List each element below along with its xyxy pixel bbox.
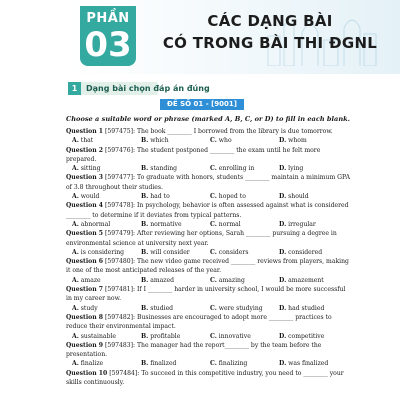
answer-option-text: finalize	[78, 360, 104, 368]
answer-option-text: lying	[286, 165, 304, 173]
question-text: [597478]: In psychology, behavior is often assessed against what is considered ________ to determine if it deviates from typical patterns.	[66, 202, 349, 219]
answer-option-letter: C.	[210, 220, 217, 228]
answer-options	[66, 220, 350, 229]
answer-options	[66, 359, 350, 368]
question-item	[66, 313, 350, 332]
question-item	[66, 369, 350, 388]
answer-option[interactable]	[210, 332, 279, 341]
question-label: Question 5	[66, 230, 104, 238]
answer-option-letter: C.	[210, 165, 217, 173]
question-item	[66, 146, 350, 165]
answer-option[interactable]	[210, 164, 279, 173]
question-text: [597475]: The book ________ I borrowed from the library is due tomorrow.	[103, 128, 333, 135]
question-label: Question 2	[66, 146, 104, 154]
answer-option[interactable]	[72, 332, 141, 341]
answer-option-text: had studied	[286, 304, 325, 312]
answer-option-letter: C.	[210, 360, 217, 368]
answer-option-text: study	[78, 304, 98, 312]
answer-option[interactable]	[141, 164, 210, 173]
answer-option[interactable]	[141, 332, 210, 341]
answer-option-letter: B.	[141, 193, 149, 201]
answer-option-letter: C.	[210, 332, 217, 340]
answer-option-text: would	[78, 193, 100, 201]
answer-option-letter: A.	[72, 360, 79, 368]
answer-option-text: which	[148, 137, 169, 145]
answer-option[interactable]	[210, 136, 279, 145]
answer-options	[66, 136, 350, 145]
question-text: [597484]: To succeed in this competitive industry, you need to ________ your skills continuously.	[66, 369, 344, 387]
answer-option-text: whom	[286, 137, 307, 145]
part-badge	[80, 6, 136, 66]
question-label: Question 8	[66, 313, 104, 321]
answer-option-text: normative	[148, 220, 182, 228]
answer-option-letter: A.	[72, 165, 79, 173]
answer-option-text: normal	[216, 220, 241, 228]
answer-option-letter: A.	[72, 137, 79, 145]
answer-option[interactable]	[72, 304, 141, 313]
answer-option[interactable]	[279, 304, 348, 313]
question-text: [597479]: After reviewing her options, Sarah ________ pursuing a degree in environmental science at university next year.	[66, 230, 337, 247]
answer-option-text: irregular	[286, 220, 316, 228]
part-badge-word: PHẦN	[86, 11, 130, 26]
answer-option-letter: D.	[279, 193, 287, 201]
answer-option-letter: C.	[210, 137, 217, 145]
exam-instruction: Choose a suitable word or phrase (marked A, B, C, or D) to fill in each blank.	[66, 115, 350, 123]
answer-option[interactable]	[279, 248, 348, 257]
answer-option-text: had to	[148, 193, 170, 201]
answer-option[interactable]	[72, 276, 141, 285]
answer-option-text: considers	[216, 248, 249, 256]
answer-option-text: should	[286, 193, 309, 201]
answer-option[interactable]	[279, 220, 348, 229]
page-title-line-1: CÁC DẠNG BÀI	[207, 12, 333, 30]
answer-option[interactable]	[279, 276, 348, 285]
answer-option[interactable]	[279, 332, 348, 341]
answer-option-letter: B.	[141, 304, 149, 312]
answer-option[interactable]	[141, 276, 210, 285]
answer-option-text: were studying	[216, 304, 263, 312]
question-label: Question 3	[66, 174, 104, 182]
answer-option[interactable]	[210, 276, 279, 285]
question-text: [597482]: Businesses are encouraged to adopt more ________ practices to reduce their environmental impact.	[66, 313, 332, 331]
answer-option-letter: D.	[279, 332, 287, 340]
part-badge-number: 03	[84, 25, 132, 65]
answer-option-letter: B.	[141, 332, 149, 340]
answer-option-letter: A.	[72, 332, 79, 340]
answer-option-text: competitive	[286, 332, 325, 340]
question-item	[66, 229, 350, 248]
question-item	[66, 257, 350, 276]
answer-option-text: finalized	[148, 360, 177, 368]
question-item	[66, 173, 350, 192]
question-label: Question 6	[66, 258, 104, 266]
section-heading	[68, 82, 210, 95]
answer-option-text: sustainable	[78, 332, 117, 340]
answer-option[interactable]	[279, 136, 348, 145]
answer-option[interactable]	[279, 164, 348, 173]
answer-option-text: abnormal	[78, 220, 111, 228]
question-label: Question 10	[66, 369, 108, 377]
answer-option[interactable]	[72, 220, 141, 229]
answer-option-letter: D.	[279, 137, 287, 145]
answer-option[interactable]	[141, 304, 210, 313]
question-item	[66, 341, 350, 360]
question-text: [597481]: If I ________ harder in university school, I would be more successful in my career now.	[66, 286, 346, 303]
answer-options	[66, 332, 350, 341]
question-item	[66, 127, 350, 136]
page-title-line-2: CÓ TRONG BÀI THI ĐGNL	[162, 34, 378, 52]
answer-option-text: studied	[148, 304, 174, 312]
answer-option[interactable]	[72, 248, 141, 257]
question-label: Question 9	[66, 341, 104, 349]
answer-option-text: will consider	[148, 248, 190, 256]
answer-option-letter: D.	[279, 304, 287, 312]
answer-options	[66, 248, 350, 257]
answer-option[interactable]	[210, 192, 279, 201]
answer-option[interactable]	[141, 359, 210, 368]
answer-option-letter: C.	[210, 193, 217, 201]
answer-option-text: amaze	[78, 276, 101, 284]
answer-option[interactable]	[210, 248, 279, 257]
answer-option-text: considered	[286, 248, 323, 256]
answer-option[interactable]	[72, 192, 141, 201]
answer-option[interactable]	[141, 248, 210, 257]
answer-option-text: amazed	[148, 276, 174, 284]
question-item	[66, 285, 350, 304]
answer-option-letter: A.	[72, 220, 79, 228]
answer-option-text: amazing	[216, 276, 245, 284]
answer-option-text: sitting	[78, 165, 101, 173]
question-item	[66, 201, 350, 220]
answer-option[interactable]	[210, 220, 279, 229]
answer-option-text: innovative	[216, 332, 251, 340]
answer-option-text: is considering	[78, 248, 125, 256]
question-label: Question 7	[66, 286, 104, 294]
answer-option-letter: A.	[72, 248, 79, 256]
page-header	[0, 0, 400, 78]
question-text: [597477]: To graduate with honors, students ________ maintain a minimum GPA of 3.8 throughout their studies.	[66, 174, 350, 191]
question-text: [597480]: The new video game received ________ reviews from players, making it one of the most anticipated releases of the year.	[66, 258, 349, 275]
answer-option-letter: A.	[72, 304, 79, 312]
answer-option[interactable]	[72, 359, 141, 368]
answer-option[interactable]	[279, 192, 348, 201]
answer-option-text: hoped to	[216, 193, 246, 201]
answer-option-letter: B.	[141, 137, 149, 145]
answer-option-text: standing	[148, 165, 178, 173]
answer-option-letter: C.	[210, 304, 217, 312]
answer-option-letter: B.	[141, 248, 149, 256]
section-label: Dạng bài chọn đáp án đúng	[86, 84, 210, 93]
answer-option-letter: A.	[72, 276, 79, 284]
answer-option-text: amazement	[286, 276, 324, 284]
answer-option-letter: D.	[279, 276, 287, 284]
answer-option-letter: D.	[279, 248, 287, 256]
answer-option-letter: A.	[72, 193, 79, 201]
question-label: Question 4	[66, 202, 104, 210]
answer-option[interactable]	[210, 304, 279, 313]
answer-option-letter: C.	[210, 248, 217, 256]
section-number: 1	[68, 82, 81, 95]
answer-option[interactable]	[141, 136, 210, 145]
answer-options	[66, 192, 350, 201]
answer-option-letter: D.	[279, 220, 287, 228]
answer-option-text: finalizing	[216, 360, 248, 368]
answer-option-letter: B.	[141, 360, 149, 368]
question-label: Question 1	[66, 128, 104, 135]
answer-option[interactable]	[141, 192, 210, 201]
answer-option-text: profitable	[148, 332, 181, 340]
exam-title: ĐỀ SỐ 01 - [9001]	[160, 99, 244, 110]
answer-option[interactable]	[141, 220, 210, 229]
answer-option-letter: D.	[279, 360, 287, 368]
answer-option[interactable]	[210, 359, 279, 368]
answer-options	[66, 276, 350, 285]
question-text: [597476]: The student postponed ________ the exam until he felt more prepared.	[66, 146, 321, 163]
answer-option-letter: D.	[279, 165, 287, 173]
answer-option-text: that	[78, 137, 94, 145]
answer-option[interactable]	[72, 164, 141, 173]
answer-option-text: who	[216, 137, 232, 145]
answer-option-text: was finalized	[286, 360, 329, 368]
answer-option-letter: B.	[141, 276, 149, 284]
answer-option-letter: B.	[141, 165, 149, 173]
answer-option[interactable]	[72, 136, 141, 145]
answer-option[interactable]	[279, 359, 348, 368]
answer-option-text: enrolling in	[216, 165, 255, 173]
question-list	[66, 127, 350, 387]
answer-options	[66, 164, 350, 173]
answer-option-letter: C.	[210, 276, 217, 284]
answer-options	[66, 304, 350, 313]
question-text: [597483]: The manager had the report________ by the team before the presentation.	[66, 341, 322, 359]
answer-option-letter: B.	[141, 220, 149, 228]
